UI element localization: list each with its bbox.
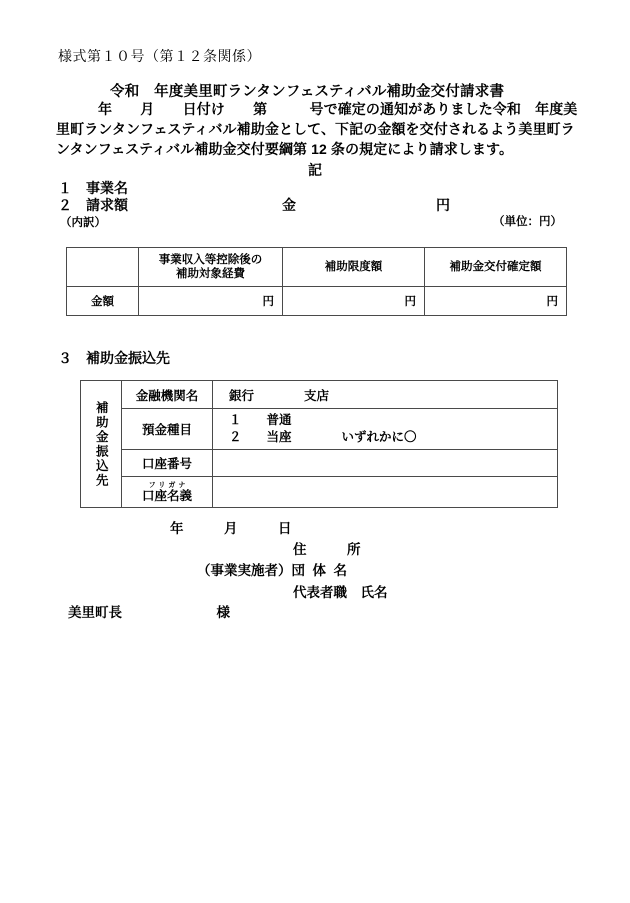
bank-label-account-holder-text: 口座名義 bbox=[141, 488, 192, 503]
table-row bbox=[81, 381, 558, 409]
amount-cell-limit[interactable]: 円 bbox=[283, 287, 425, 316]
amount-header-blank bbox=[67, 248, 139, 287]
table-header-row bbox=[67, 248, 567, 287]
table-row bbox=[81, 450, 558, 477]
amount-cell-confirmed[interactable]: 円 bbox=[425, 287, 567, 316]
bank-value-account-number[interactable] bbox=[213, 450, 558, 477]
table-row bbox=[81, 477, 558, 508]
signature-address-label: 住 所 bbox=[293, 542, 361, 557]
amount-header-confirmed: 補助金交付確定額 bbox=[425, 248, 567, 287]
table-row bbox=[81, 409, 558, 450]
amount-header-subsidy-expenses bbox=[139, 248, 283, 287]
item-claim-amount: ２ 請求額 金 円 bbox=[58, 197, 450, 213]
ki-marker: 記 bbox=[308, 162, 322, 178]
item-bank-transfer: ３ 補助金振込先 bbox=[58, 350, 170, 366]
amount-breakdown-table bbox=[66, 247, 567, 316]
form-number-line: 様式第１０号（第１２条関係） bbox=[58, 50, 261, 65]
bank-account-type-option-1[interactable]: １ 普通 bbox=[229, 413, 292, 427]
bank-value-account-type[interactable] bbox=[213, 409, 558, 450]
bank-transfer-table bbox=[80, 380, 558, 508]
page-title: 令和 年度美里町ランタンフェスティバル補助金交付請求書 bbox=[110, 84, 505, 100]
breakdown-label: （内訳） bbox=[60, 217, 106, 229]
amount-header-limit: 補助限度額 bbox=[283, 248, 425, 287]
table-row bbox=[67, 287, 567, 316]
item-business-name: １ 事業名 bbox=[58, 180, 128, 196]
bank-value-account-holder[interactable] bbox=[213, 477, 558, 508]
bank-label-account-number: 口座番号 bbox=[122, 450, 213, 477]
body-line-3: ンタンフェスティバル補助金交付要綱第 12 条の規定により請求します。 bbox=[56, 141, 514, 157]
body-paragraph bbox=[56, 99, 580, 159]
body-line-2: 里町ランタンフェスティバル補助金として、下記の金額を交付されるよう美里町ラ bbox=[56, 121, 575, 137]
signature-date-line: 年 月 日 bbox=[170, 521, 292, 536]
signature-organization-label: （事業実施者）団 体 名 bbox=[197, 563, 348, 578]
body-line-1: 年 月 日付け 第 号で確定の通知がありました令和 年度美 bbox=[98, 101, 578, 117]
bank-vertical-label bbox=[81, 381, 122, 508]
amount-cell-subsidy-expenses[interactable]: 円 bbox=[139, 287, 283, 316]
bank-label-institution: 金融機関名 bbox=[122, 381, 213, 409]
bank-label-account-holder bbox=[122, 477, 213, 508]
amount-header-subsidy-expenses-line2: 補助対象経費 bbox=[176, 268, 245, 280]
signature-representative-label: 代表者職 氏名 bbox=[293, 585, 388, 600]
bank-label-account-holder-ruby: フリガナ bbox=[148, 481, 189, 489]
amount-row-label: 金額 bbox=[67, 287, 139, 316]
bank-value-institution[interactable]: 銀行 支店 bbox=[213, 381, 558, 409]
bank-label-account-type: 預金種目 bbox=[122, 409, 213, 450]
bank-account-type-option-2[interactable]: ２ 当座 いずれかに〇 bbox=[229, 430, 417, 444]
bank-vertical-label-text: 補助金振込先 bbox=[94, 400, 109, 488]
signature-addressee: 美里町長 様 bbox=[68, 605, 230, 620]
unit-note: （単位：円） bbox=[493, 216, 562, 228]
amount-header-subsidy-expenses-line1: 事業収入等控除後の bbox=[158, 254, 263, 266]
